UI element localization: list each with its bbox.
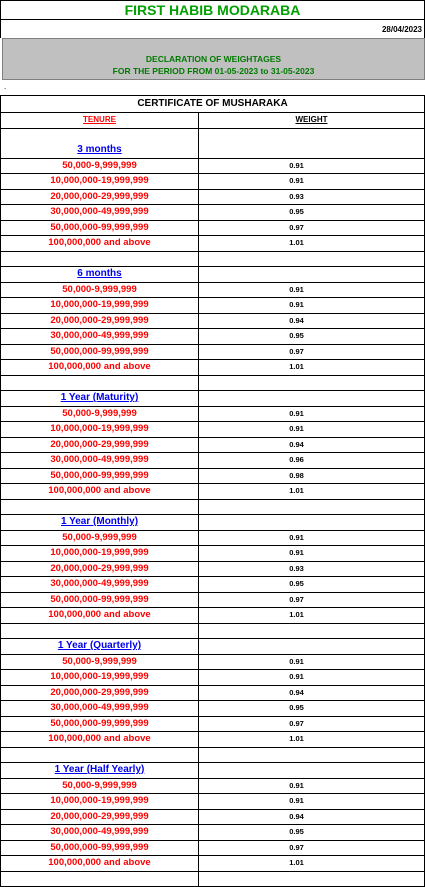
weight-value: 0.93 [199,190,424,205]
weight-value: 0.94 [199,686,424,701]
tenure-range: 50,000,000-99,999,999 [1,469,199,484]
table-row [1,607,424,623]
weight-value: 0.95 [199,329,424,344]
tenure-range: 30,000,000-49,999,999 [1,205,199,220]
weight-value: 0.91 [199,546,424,561]
weight-value: 0.91 [199,779,424,794]
section-title-weight-cell [199,515,424,530]
tenure-range: 20,000,000-29,999,999 [1,190,199,205]
spacer-row [1,499,424,516]
tenure-range: 50,000,000-99,999,999 [1,221,199,236]
tenure-range: 50,000-9,999,999 [1,531,199,546]
table-row [1,716,424,732]
tenure-range: 50,000-9,999,999 [1,655,199,670]
weight-value: 0.91 [199,174,424,189]
table-row [1,437,424,453]
section-title: 1 Year (Quarterly) [1,639,199,654]
table-row [1,282,424,298]
table-row [1,483,424,499]
weight-value: 0.96 [199,453,424,468]
table-row [1,313,424,329]
section-title-row [1,391,424,406]
section-title: 1 Year (Maturity) [1,391,199,406]
weight-value: 1.01 [199,856,424,871]
tenure-range: 20,000,000-29,999,999 [1,314,199,329]
weight-value: 0.97 [199,345,424,360]
tenure-range: 10,000,000-19,999,999 [1,670,199,685]
spacer-row [1,128,424,144]
company-title: FIRST HABIB MODARABA [0,0,425,20]
tenure-range: 30,000,000-49,999,999 [1,577,199,592]
tenure-range: 100,000,000 and above [1,856,199,871]
weight-value: 0.91 [199,670,424,685]
table-row [1,235,424,251]
table-row [1,189,424,205]
tenure-range: 10,000,000-19,999,999 [1,794,199,809]
weight-value: 0.97 [199,593,424,608]
tenure-range: 50,000,000-99,999,999 [1,841,199,856]
document-date: 28/04/2023 [0,20,425,38]
table-row [1,421,424,437]
section-title-row [1,763,424,778]
table-row [1,855,424,871]
tenure-range: 50,000-9,999,999 [1,283,199,298]
section-title-weight-cell [199,143,424,158]
section-title-weight-cell [199,639,424,654]
section-title-weight-cell [199,267,424,282]
tenure-range: 30,000,000-49,999,999 [1,701,199,716]
tenure-range: 100,000,000 and above [1,236,199,251]
table-row [1,530,424,546]
spacer-row [1,871,424,887]
weight-value: 0.91 [199,407,424,422]
tenure-range: 50,000-9,999,999 [1,779,199,794]
weight-value: 1.01 [199,732,424,747]
weight-value: 0.94 [199,438,424,453]
table-row [1,685,424,701]
tenure-range: 100,000,000 and above [1,608,199,623]
section-title-row [1,515,424,530]
tenure-range: 50,000-9,999,999 [1,159,199,174]
declaration-line-1: DECLARATION OF WEIGHTAGES [3,53,424,65]
weight-value: 0.93 [199,562,424,577]
table-row [1,328,424,344]
section-title: 3 months [1,143,199,158]
table-row [1,809,424,825]
tenure-range: 10,000,000-19,999,999 [1,546,199,561]
weight-value: 0.91 [199,283,424,298]
weight-value: 0.91 [199,794,424,809]
tenure-range: 20,000,000-29,999,999 [1,562,199,577]
weight-value: 1.01 [199,360,424,375]
stray-dot: . [4,82,6,91]
table-row [1,654,424,670]
tenure-range: 10,000,000-19,999,999 [1,298,199,313]
weight-value: 0.97 [199,221,424,236]
spacer-row [1,623,424,640]
table-body [1,143,424,887]
tenure-range: 50,000,000-99,999,999 [1,345,199,360]
weight-value: 0.95 [199,701,424,716]
weight-value: 0.98 [199,469,424,484]
table-row [1,576,424,592]
tenure-range: 30,000,000-49,999,999 [1,825,199,840]
weight-value: 0.94 [199,810,424,825]
table-row [1,359,424,375]
tenure-range: 20,000,000-29,999,999 [1,438,199,453]
tenure-range: 100,000,000 and above [1,360,199,375]
tenure-range: 10,000,000-19,999,999 [1,422,199,437]
table-row [1,344,424,360]
tenure-range: 100,000,000 and above [1,484,199,499]
table-row [1,406,424,422]
tenure-range: 50,000,000-99,999,999 [1,593,199,608]
spacer-row [1,251,424,268]
table-row [1,468,424,484]
weight-value: 0.95 [199,205,424,220]
section-title-row [1,143,424,158]
weightage-table [0,95,425,887]
table-row [1,204,424,220]
table-row [1,220,424,236]
weight-value: 0.91 [199,531,424,546]
tenure-range: 20,000,000-29,999,999 [1,810,199,825]
section-title-row [1,639,424,654]
table-row [1,669,424,685]
section-title: 1 Year (Half Yearly) [1,763,199,778]
table-row [1,778,424,794]
section-title-weight-cell [199,391,424,406]
section-title: 1 Year (Monthly) [1,515,199,530]
tenure-range: 50,000-9,999,999 [1,407,199,422]
weight-value: 0.91 [199,159,424,174]
table-row [1,700,424,716]
tenure-range: 20,000,000-29,999,999 [1,686,199,701]
section-title-row [1,267,424,282]
weight-value: 1.01 [199,608,424,623]
weight-value: 0.91 [199,298,424,313]
weight-value: 0.95 [199,577,424,592]
declaration-line-2: FOR THE PERIOD FROM 01-05-2023 to 31-05-2023 [3,65,424,77]
weight-value: 0.95 [199,825,424,840]
weight-value: 0.97 [199,841,424,856]
table-row [1,592,424,608]
table-row [1,793,424,809]
table-row [1,297,424,313]
tenure-header: TENURE [1,113,199,128]
declaration-banner [2,38,425,80]
weight-value: 0.91 [199,655,424,670]
weight-value: 0.97 [199,717,424,732]
table-header-row [1,113,424,128]
weight-value: 1.01 [199,236,424,251]
table-row [1,561,424,577]
spacer-row [1,375,424,392]
table-caption: CERTIFICATE OF MUSHARAKA [1,96,424,113]
weight-header: WEIGHT [199,113,424,128]
tenure-range: 50,000,000-99,999,999 [1,717,199,732]
weight-value: 0.91 [199,422,424,437]
section-title: 6 months [1,267,199,282]
table-row [1,545,424,561]
tenure-range: 100,000,000 and above [1,732,199,747]
table-row [1,731,424,747]
table-row [1,452,424,468]
tenure-range: 10,000,000-19,999,999 [1,174,199,189]
section-title-weight-cell [199,763,424,778]
weight-value: 1.01 [199,484,424,499]
table-row [1,824,424,840]
tenure-range: 30,000,000-49,999,999 [1,453,199,468]
weight-value: 0.94 [199,314,424,329]
table-row [1,173,424,189]
table-row [1,158,424,174]
spacer-row [1,747,424,764]
table-row [1,840,424,856]
tenure-range: 30,000,000-49,999,999 [1,329,199,344]
